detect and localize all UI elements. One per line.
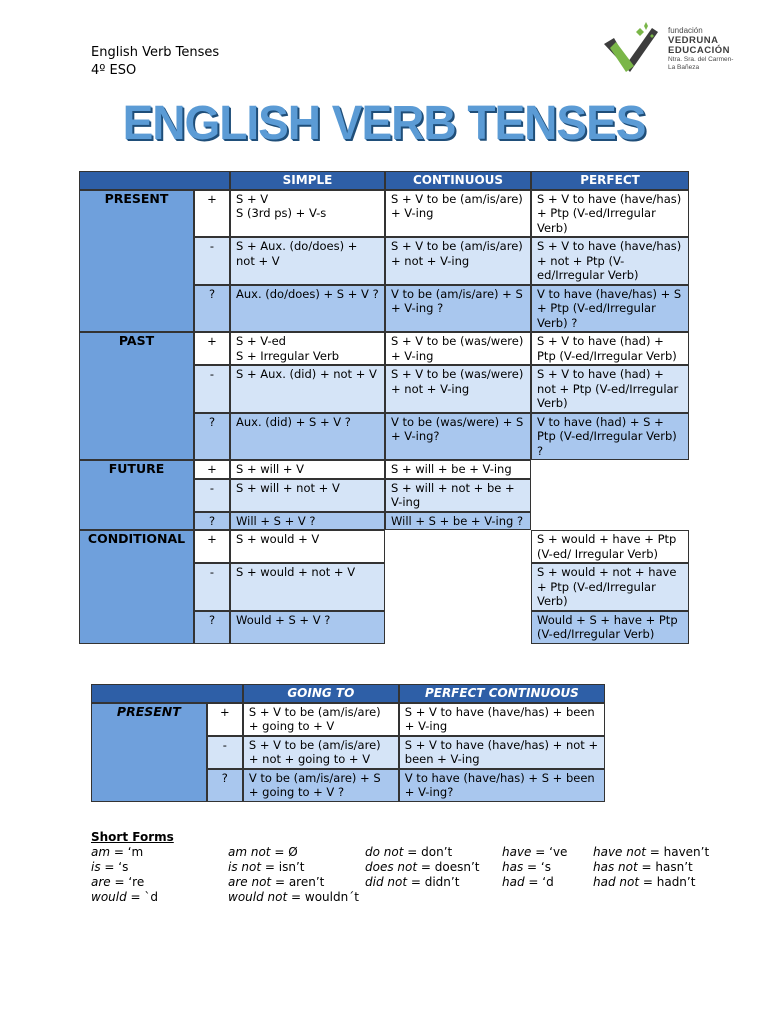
simple-cell: S + Aux. (did) + not + V (230, 365, 385, 413)
affirmative-row (79, 460, 689, 479)
short-form-entry: had not = hadn’t (593, 875, 696, 889)
affirmative-row (79, 530, 689, 563)
short-form-contraction: ‘d (542, 875, 554, 889)
corner-header (91, 684, 243, 703)
short-form-contraction: ‘s (118, 860, 129, 874)
short-form-contraction: hasn’t (655, 860, 693, 874)
short-forms-row (91, 875, 731, 890)
short-form-entry: am not = Ø (228, 845, 298, 859)
sign-cell: - (194, 563, 230, 611)
tense-label: PRESENT (91, 703, 207, 802)
short-form-entry: would = `d (91, 890, 159, 904)
table-header-row (79, 171, 689, 190)
short-forms-title: Short Forms (91, 830, 174, 844)
short-form-contraction: aren’t (288, 875, 325, 889)
affirmative-row (79, 332, 689, 365)
short-form-contraction: `d (144, 890, 159, 904)
sign-cell: - (194, 479, 230, 512)
short-form-contraction: don’t (421, 845, 453, 859)
short-form-entry: is = ‘s (91, 860, 129, 874)
sign-cell: ? (194, 413, 230, 461)
tense-label: FUTURE (79, 460, 194, 530)
short-form-entry: are = ‘re (91, 875, 145, 889)
short-form-entry: had = ‘d (502, 875, 554, 889)
simple-cell: S + would + not + V (230, 563, 385, 611)
perfect-continuous-cell: S + V to have (have/has) + not + been + V-ing (399, 736, 605, 769)
short-form-term: are (91, 875, 111, 889)
going-to-cell: S + V to be (am/is/are) + not + going to + V (243, 736, 399, 769)
simple-cell: S + V S (3rd ps) + V-s (230, 190, 385, 238)
short-form-term: does not (365, 860, 418, 874)
short-form-contraction: doesn’t (434, 860, 480, 874)
sign-cell: ? (194, 611, 230, 644)
short-form-term: have (502, 845, 532, 859)
continuous-cell: S + will + not + be + V-ing (385, 479, 531, 512)
tense-label: PRESENT (79, 190, 194, 333)
header-continuous: CONTINUOUS (385, 171, 531, 190)
short-form-entry: have not = haven’t (593, 845, 710, 859)
short-form-contraction: isn’t (278, 860, 305, 874)
continuous-cell: S + V to be (am/is/are) + not + V-ing (385, 237, 531, 285)
going-to-table (91, 684, 605, 802)
short-form-entry: is not = isn’t (228, 860, 305, 874)
short-form-term: has not (593, 860, 638, 874)
perfect-cell: S + would + not + have + Ptp (V-ed/Irregular Verb) (531, 563, 689, 611)
perfect-cell: S + V to have (have/has) + Ptp (V-ed/Irregular Verb) (531, 190, 689, 238)
short-form-term: am (91, 845, 111, 859)
short-form-contraction: haven’t (663, 845, 710, 859)
short-form-entry: has = ‘s (502, 860, 551, 874)
perfect-cell (531, 479, 689, 512)
continuous-cell: V to be (am/is/are) + S + V-ing ? (385, 285, 531, 333)
continuous-cell: S + V to be (was/were) + not + V-ing (385, 365, 531, 413)
short-form-entry: do not = don’t (365, 845, 453, 859)
simple-cell: S + would + V (230, 530, 385, 563)
vedruna-checkmark-icon (600, 22, 666, 78)
sign-cell: + (194, 530, 230, 563)
perfect-cell: S + V to have (had) + Ptp (V-ed/Irregular Verb) (531, 332, 689, 365)
perfect-cell (531, 512, 689, 531)
simple-cell: Aux. (did) + S + V ? (230, 413, 385, 461)
short-form-entry: does not = doesn’t (365, 860, 480, 874)
perfect-cell: V to have (had) + S + Ptp (V-ed/Irregular Verb) ? (531, 413, 689, 461)
school-logo (600, 22, 750, 78)
short-form-term: did not (365, 875, 408, 889)
simple-cell: S + will + not + V (230, 479, 385, 512)
perfect-cell: Would + S + have + Ptp (V-ed/Irregular Verb) (531, 611, 689, 644)
header-perfect: PERFECT (531, 171, 689, 190)
simple-cell: Would + S + V ? (230, 611, 385, 644)
short-forms-row (91, 845, 731, 860)
header-subject: English Verb Tenses (91, 45, 220, 60)
short-form-term: would not (228, 890, 288, 904)
short-form-term: had not (593, 875, 640, 889)
header-course: 4º ESO (91, 63, 137, 78)
simple-cell: Will + S + V ? (230, 512, 385, 531)
affirmative-row (91, 703, 605, 736)
short-form-entry: has not = hasn’t (593, 860, 693, 874)
going-to-cell: V to be (am/is/are) + S + going to + V ? (243, 769, 399, 802)
simple-cell: S + will + V (230, 460, 385, 479)
header-going-to: GOING TO (243, 684, 399, 703)
verb-tenses-table (79, 171, 689, 644)
short-form-term: are not (228, 875, 272, 889)
sign-cell: + (194, 460, 230, 479)
going-to-cell: S + V to be (am/is/are) + going to + V (243, 703, 399, 736)
continuous-cell (385, 530, 531, 563)
simple-cell: S + Aux. (do/does) + not + V (230, 237, 385, 285)
sign-cell: ? (207, 769, 243, 802)
perfect-cell: V to have (have/has) + S + Ptp (V-ed/Irregular Verb) ? (531, 285, 689, 333)
tense-label: PAST (79, 332, 194, 460)
header-perfect-continuous: PERFECT CONTINUOUS (399, 684, 605, 703)
sign-cell: ? (194, 512, 230, 531)
short-form-term: is (91, 860, 101, 874)
short-forms-row (91, 860, 731, 875)
short-form-entry (593, 890, 723, 905)
perfect-cell (531, 460, 689, 479)
short-form-contraction: didn’t (424, 875, 460, 889)
simple-cell: S + V-ed S + Irregular Verb (230, 332, 385, 365)
sign-cell: ? (194, 285, 230, 333)
short-form-term: has (502, 860, 524, 874)
short-form-entry: are not = aren’t (228, 875, 325, 889)
perfect-continuous-cell: V to have (have/has) + S + been + V-ing? (399, 769, 605, 802)
short-form-contraction: Ø (288, 845, 298, 859)
continuous-cell: Will + S + be + V-ing ? (385, 512, 531, 531)
perfect-cell: S + V to have (had) + not + Ptp (V-ed/Irregular Verb) (531, 365, 689, 413)
sign-cell: + (194, 332, 230, 365)
corner-header (79, 171, 230, 190)
sign-cell: - (194, 365, 230, 413)
short-form-entry (502, 890, 593, 905)
continuous-cell: S + will + be + V-ing (385, 460, 531, 479)
simple-cell: Aux. (do/does) + S + V ? (230, 285, 385, 333)
tense-label: CONDITIONAL (79, 530, 194, 644)
short-form-contraction: ‘re (128, 875, 145, 889)
logo-wordmark (668, 26, 733, 72)
document-header (91, 44, 219, 80)
sign-cell: + (194, 190, 230, 238)
continuous-cell: S + V to be (am/is/are) + V-ing (385, 190, 531, 238)
short-form-term: do not (365, 845, 404, 859)
short-form-term: had (502, 875, 525, 889)
sign-cell: - (207, 736, 243, 769)
perfect-cell: S + would + have + Ptp (V-ed/ Irregular Verb) (531, 530, 689, 563)
logo-line-4: Ntra. Sra. del Carmen- (668, 56, 734, 63)
short-form-term: would (91, 890, 127, 904)
short-forms-row (91, 890, 731, 905)
logo-line-3: EDUCACIÓN (668, 45, 731, 56)
short-form-entry: did not = didn’t (365, 875, 460, 889)
sign-cell: - (194, 237, 230, 285)
short-form-contraction: hadn’t (656, 875, 696, 889)
short-form-contraction: ‘m (127, 845, 144, 859)
short-form-contraction: ‘s (540, 860, 551, 874)
short-form-contraction: wouldn´t (304, 890, 359, 904)
short-form-entry: am = ‘m (91, 845, 144, 859)
short-form-term: am not (228, 845, 271, 859)
perfect-continuous-cell: S + V to have (have/has) + been + V-ing (399, 703, 605, 736)
affirmative-row (79, 190, 689, 238)
table-header-row (91, 684, 605, 703)
short-form-entry: would not = wouldn´t (228, 890, 359, 904)
header-simple: SIMPLE (230, 171, 385, 190)
short-form-entry (365, 890, 502, 905)
short-form-contraction: ‘ve (549, 845, 568, 859)
logo-line-1: fundación (668, 26, 703, 35)
perfect-cell: S + V to have (have/has) + not + Ptp (V-ed/Irregular Verb) (531, 237, 689, 285)
short-form-term: have not (593, 845, 646, 859)
logo-line-2: VEDRUNA (668, 35, 719, 46)
continuous-cell: S + V to be (was/were) + V-ing (385, 332, 531, 365)
continuous-cell: V to be (was/were) + S + V-ing? (385, 413, 531, 461)
continuous-cell (385, 563, 531, 611)
short-form-entry: have = ‘ve (502, 845, 568, 859)
short-forms-section (91, 830, 731, 905)
sign-cell: + (207, 703, 243, 736)
continuous-cell (385, 611, 531, 644)
page-title: ENGLISH VERB TENSES (122, 94, 646, 150)
short-form-term: is not (228, 860, 262, 874)
logo-line-5: La Bañeza (668, 64, 700, 71)
